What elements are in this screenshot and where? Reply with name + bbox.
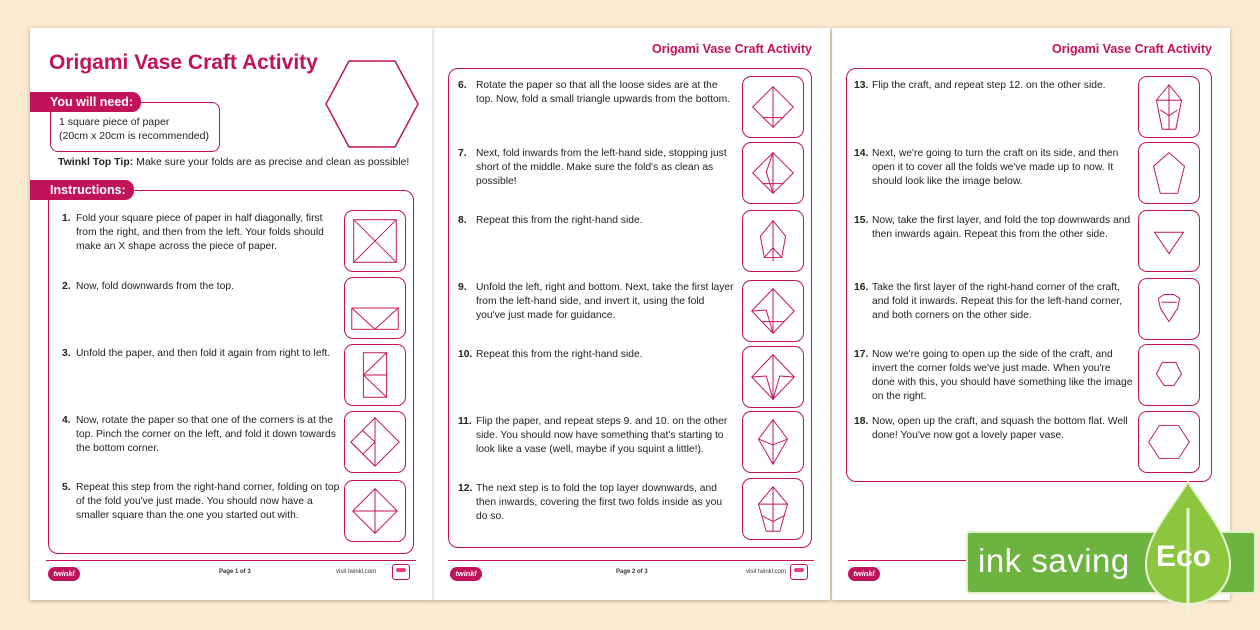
step-9-diagram — [742, 280, 804, 342]
step-13: 13. Flip the craft, and repeat step 12. on the other side. — [854, 80, 1106, 91]
ink-saving-text: ink saving — [978, 542, 1130, 579]
step-10-diagram — [742, 346, 804, 408]
step-10: 10. Repeat this from the right-hand side. — [458, 349, 643, 360]
materials-line-1: 1 square piece of paper — [59, 116, 170, 128]
step-1-diagram — [344, 210, 406, 272]
step-4-diagram — [344, 411, 406, 473]
step-17-diagram — [1138, 344, 1200, 406]
top-tip-label: Twinkl Top Tip: — [58, 156, 134, 168]
step-11: 11. Flip the paper, and repeat steps 9. and 10. on the other side. You should now have something that's starting to look like a vase (well, maybe if you squint a little!). — [458, 416, 728, 455]
step-8-diagram — [742, 210, 804, 272]
step-12-diagram — [742, 478, 804, 540]
step-1: 1. Fold your square piece of paper in half diagonally, first from the right, and then from the left. Your folds should make an X shape across the piece of paper. — [62, 213, 324, 252]
worksheet-page-2 — [432, 28, 830, 600]
twinkl-logo: twinkl — [848, 567, 880, 581]
step-5: 5. Repeat this step from the right-hand corner, folding on top of the fold you've just made. You should now have a smaller square than the one you started out with. — [62, 482, 340, 521]
step-7-diagram — [742, 142, 804, 204]
step-2: 2. Now, fold downwards from the top. — [62, 281, 234, 292]
step-3-diagram — [344, 344, 406, 406]
page-header-title: Origami Vase Craft Activity — [651, 42, 812, 56]
quality-badge-icon — [790, 564, 808, 580]
page-number: Page 1 of 3 — [219, 569, 251, 575]
step-14: 14. Next, we're going to turn the craft on its side, and then open it to cover all the folds we've made up to now. It should look like the image below. — [854, 148, 1119, 187]
page-title: Origami Vase Craft Activity — [49, 51, 318, 74]
step-18: 18. Now, open up the craft, and squash the bottom flat. Well done! You've now got a lovely paper vase. — [854, 416, 1128, 441]
step-3: 3. Unfold the paper, and then fold it again from right to left. — [62, 348, 331, 359]
footer-divider — [448, 560, 814, 561]
hexagon-illustration — [322, 58, 420, 150]
step-14-diagram — [1138, 142, 1200, 204]
step-12: 12. The next step is to fold the top layer downwards, and then inwards, covering the first two folds inside as you do so. — [458, 483, 723, 522]
step-8: 8. Repeat this from the right-hand side. — [458, 215, 643, 226]
step-6-diagram — [742, 76, 804, 138]
step-15: 15. Now, take the first layer, and fold the top downwards and then inwards again. Repeat this from the other side. — [854, 215, 1131, 240]
twinkl-logo: twinkl — [48, 567, 80, 581]
step-11-diagram — [742, 411, 804, 473]
step-5-diagram — [344, 480, 406, 542]
visit-link: visit twinkl.com — [336, 569, 377, 575]
you-will-need-heading: You will need: — [30, 92, 141, 112]
step-4: 4. Now, rotate the paper so that one of the corners is at the top. Pinch the corner on the left, and fold it down towards the bottom corner. — [62, 415, 336, 454]
step-2-diagram — [344, 277, 406, 339]
step-6: 6. Rotate the paper so that all the loose sides are at the top. Now, fold a small triangle upwards from the bottom. — [458, 80, 731, 105]
step-17: 17. Now we're going to open up the side of the craft, and invert the corner folds we've just made. When you're done with this, you should have something like the image on the right. — [854, 349, 1133, 402]
visit-link: visit twinkl.com — [746, 569, 787, 575]
twinkl-logo: twinkl — [450, 567, 482, 581]
materials-line-2: (20cm x 20cm is recommended) — [59, 130, 209, 142]
step-16-diagram — [1138, 278, 1200, 340]
top-tip — [58, 156, 409, 168]
footer-divider — [46, 560, 416, 561]
step-16: 16. Take the first layer of the right-hand corner of the craft, and fold it inwards. Repeat this for the left-hand corner, and both corners on the other side. — [854, 282, 1123, 321]
top-tip-text: Make sure your folds are as precise and clean as possible! — [133, 156, 410, 168]
step-7: 7. Next, fold inwards from the left-hand side, stopping just short of the middle. Make sure the fold's as clean as possible! — [458, 148, 727, 187]
step-18-diagram — [1138, 411, 1200, 473]
step-13-diagram — [1138, 76, 1200, 138]
page-header-title: Origami Vase Craft Activity — [1051, 42, 1212, 56]
quality-badge-icon — [392, 564, 410, 580]
worksheet-page-1 — [30, 28, 432, 600]
step-9: 9. Unfold the left, right and bottom. Next, take the first layer from the left-hand side, and invert it, using the fold you've just made for guidance. — [458, 282, 734, 321]
page-number: Page 2 of 3 — [616, 569, 648, 575]
step-15-diagram — [1138, 210, 1200, 272]
eco-label: Eco — [1156, 540, 1212, 573]
instructions-heading: Instructions: — [30, 180, 134, 200]
